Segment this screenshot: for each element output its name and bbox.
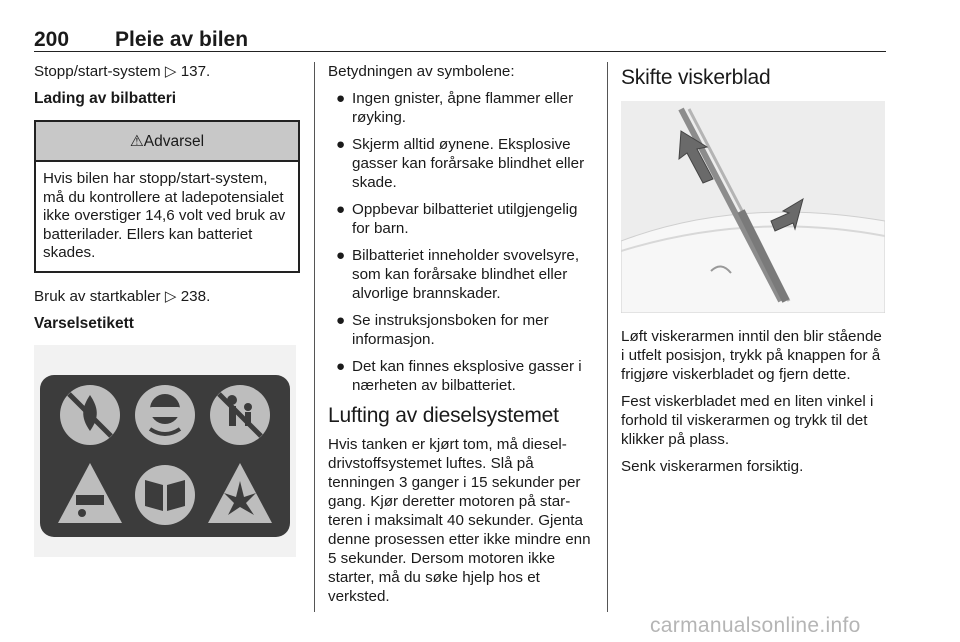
jumper-cable-reference: Bruk av startkabler ▷ 238. — [34, 287, 211, 305]
list-item-text: Bilbatteriet inneholder svovelsyre, som kan forårsake blindhet eller alvorlige brannskader. — [352, 247, 580, 302]
label-heading: Varselsetikett — [34, 314, 134, 332]
battery-warning-label-image — [34, 345, 296, 557]
column-right — [621, 62, 887, 484]
wiper-heading: Skifte viskerblad — [621, 66, 771, 89]
warning-title: Advarsel — [143, 133, 205, 150]
list-item — [328, 200, 594, 238]
site-watermark: carmanualsonline.info — [650, 614, 861, 637]
column-divider-right — [607, 62, 608, 612]
column-divider-left — [314, 62, 315, 612]
page-header — [34, 28, 886, 52]
wiper-step-lift: Løft viskerarmen inntil den blir stående i utfelt posisjon, trykk på knappen for å frigjøre viskerbladet og fjern dette. — [621, 328, 882, 383]
list-item-text: Se instruksjonsboken for mer informasjon. — [352, 312, 549, 348]
list-item-text: Det kan finnes eksplosive gasser i nærheten av bilbatteriet. — [352, 358, 582, 394]
wiper-step-attach: Fest viskerbladet med en liten vinkel i forhold til viskerarmen og trykk til det klikker på plass. — [621, 393, 874, 448]
stopstart-reference: Stopp/start-system ▷ 137. — [34, 63, 211, 80]
bullet-icon: ● — [336, 312, 346, 329]
charging-heading: Lading av bilbatteri — [34, 90, 177, 107]
bullet-icon: ● — [336, 90, 346, 107]
diesel-text: Hvis tanken er kjørt tom, må dieseldrivstoffsystemet luftes. Slå på tenningen 3 ganger i 15 sekunder per gang. Kjør deretter motoren på starteren i maksimalt 40 sekunder. Gjenta denne prosessen etter ikke mindre enn 5 sekunder. Dersom motoren ikke starter, må du søke hjelp hos et verksted. — [328, 436, 591, 605]
list-item — [328, 357, 594, 395]
list-item — [328, 311, 594, 349]
bullet-icon: ● — [336, 201, 346, 218]
bullet-icon: ● — [336, 358, 346, 375]
symbol-meaning-list — [328, 89, 594, 395]
list-item — [328, 246, 594, 303]
wiper-step-lower: Senk viskerarmen forsiktig. — [621, 458, 804, 475]
list-item-text: Skjerm alltid øynene. Eksplosive gasser kan forårsake blindhet eller skade. — [352, 136, 585, 191]
page-number: 200 — [34, 28, 70, 51]
list-item — [328, 135, 594, 192]
list-item-text: Ingen gnister, åpne flammer eller røyking. — [352, 90, 574, 126]
column-left — [34, 62, 300, 557]
list-item-text: Oppbevar bilbatteriet utilgjengelig for barn. — [352, 201, 578, 237]
column-middle — [328, 62, 594, 614]
warning-box — [34, 120, 300, 273]
list-item — [328, 89, 594, 127]
wiper-blade-illustration — [621, 101, 885, 313]
chapter-title: Pleie av bilen — [115, 28, 249, 51]
symbols-intro: Betydningen av symbolene: — [328, 63, 515, 80]
warning-header — [36, 122, 298, 162]
warning-text: Hvis bilen har stopp/start-system, må du kontrollere at ladepotensialet ikke overstiger 14,6 volt ved bruk av batterilader. Ellers kan batteriet skades. — [43, 170, 286, 261]
bullet-icon: ● — [336, 247, 346, 264]
wiper-blade-icon — [621, 101, 885, 313]
warning-triangle-icon: ⚠ — [129, 133, 144, 150]
battery-label-icon — [34, 345, 296, 557]
diesel-heading: Lufting av dieselsystemet — [328, 404, 559, 427]
bullet-icon: ● — [336, 136, 346, 153]
